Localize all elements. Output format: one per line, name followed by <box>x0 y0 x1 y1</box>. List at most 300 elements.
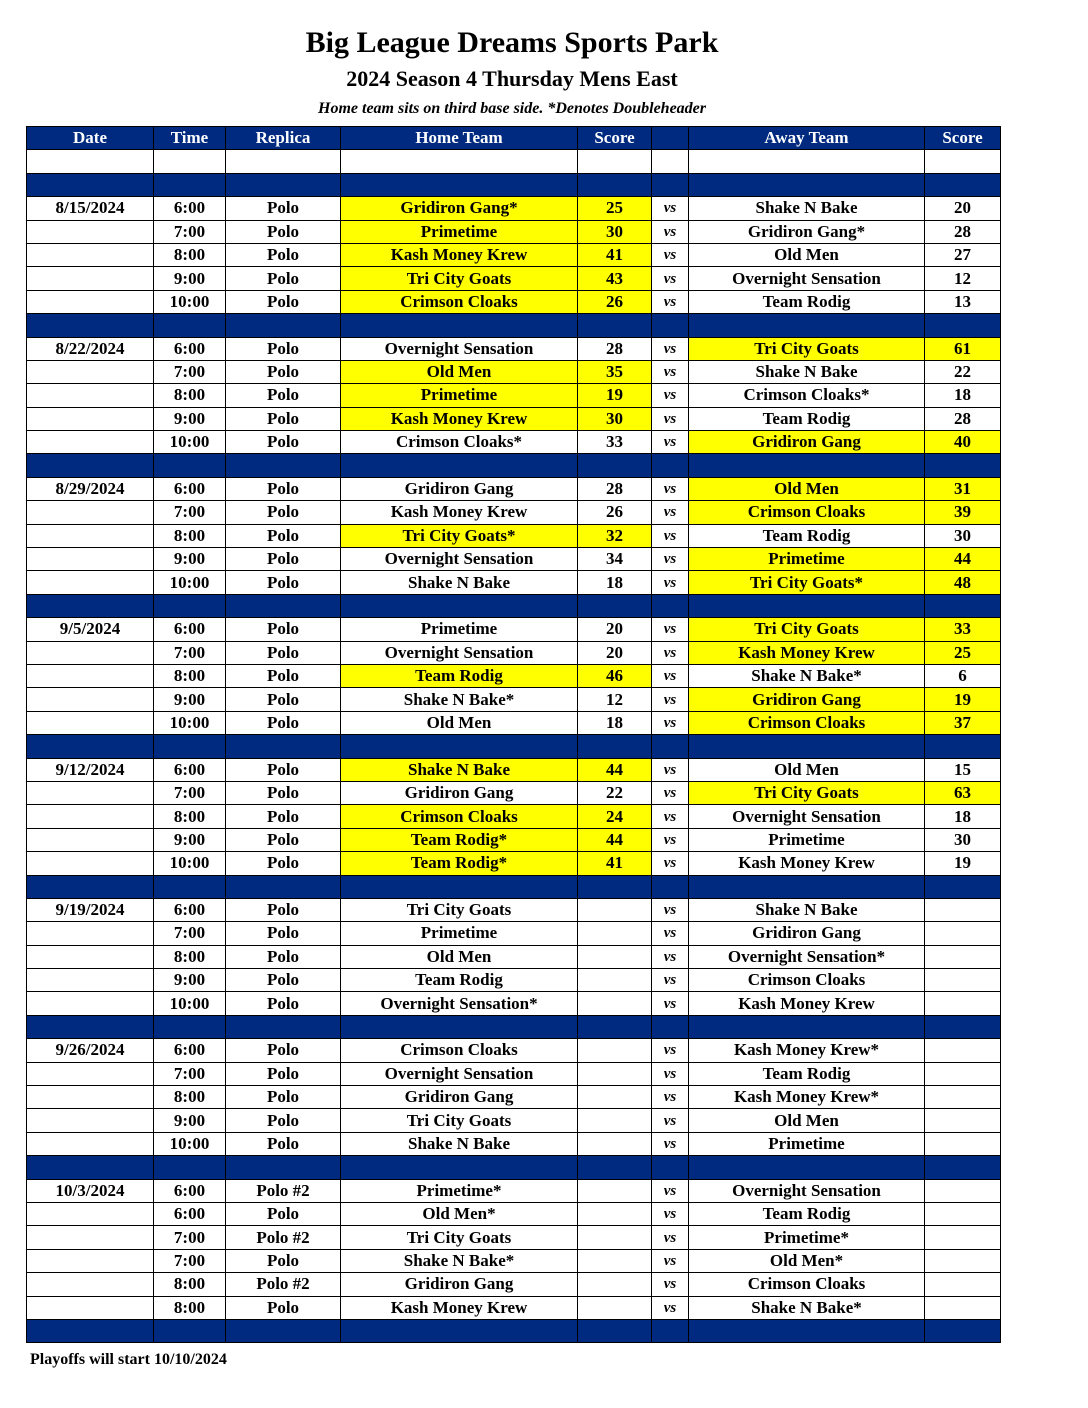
away-score-cell: 44 <box>925 548 1001 571</box>
game-row <box>27 945 1001 968</box>
separator-cell <box>689 454 925 477</box>
time-cell: 7:00 <box>154 360 226 383</box>
away-score-cell: 12 <box>925 267 1001 290</box>
time-cell: 7:00 <box>154 1226 226 1249</box>
separator-cell <box>154 454 226 477</box>
away-team-cell: Tri City Goats <box>689 618 925 641</box>
separator-cell <box>226 173 341 196</box>
replica-cell: Polo <box>226 571 341 594</box>
home-score-cell: 41 <box>578 852 652 875</box>
away-team-cell: Overnight Sensation <box>689 1179 925 1202</box>
separator-cell <box>226 735 341 758</box>
separator-cell <box>925 173 1001 196</box>
time-cell: 8:00 <box>154 524 226 547</box>
separator-cell <box>578 314 652 337</box>
separator-cell <box>578 454 652 477</box>
home-team-cell: Crimson Cloaks <box>341 805 578 828</box>
date-cell <box>27 1132 154 1155</box>
separator-cell <box>226 1015 341 1038</box>
game-row <box>27 501 1001 524</box>
time-cell: 7:00 <box>154 1249 226 1272</box>
vs-cell: vs <box>652 1086 689 1109</box>
game-row <box>27 805 1001 828</box>
away-team-cell: Primetime* <box>689 1226 925 1249</box>
separator-cell <box>341 594 578 617</box>
replica-cell: Polo <box>226 477 341 500</box>
replica-cell: Polo <box>226 243 341 266</box>
home-score-cell <box>578 992 652 1015</box>
time-cell: 6:00 <box>154 1202 226 1225</box>
away-team-cell: Primetime <box>689 828 925 851</box>
away-score-cell: 19 <box>925 852 1001 875</box>
separator-cell <box>925 875 1001 898</box>
date-cell <box>27 501 154 524</box>
away-score-cell: 61 <box>925 337 1001 360</box>
vs-cell: vs <box>652 969 689 992</box>
separator-cell <box>578 1015 652 1038</box>
separator-cell <box>341 735 578 758</box>
home-team-cell: Kash Money Krew <box>341 501 578 524</box>
vs-cell: vs <box>652 407 689 430</box>
separator-cell <box>578 173 652 196</box>
date-cell <box>27 781 154 804</box>
page-title: Big League Dreams Sports Park <box>305 26 719 59</box>
separator-cell <box>689 1319 925 1342</box>
game-row <box>27 641 1001 664</box>
date-cell: 9/12/2024 <box>27 758 154 781</box>
vs-cell: vs <box>652 758 689 781</box>
time-cell: 7:00 <box>154 641 226 664</box>
away-team-cell: Team Rodig <box>689 1062 925 1085</box>
home-score-cell: 28 <box>578 477 652 500</box>
separator-cell <box>226 314 341 337</box>
home-score-cell <box>578 1132 652 1155</box>
away-team-cell: Crimson Cloaks* <box>689 384 925 407</box>
date-cell: 10/3/2024 <box>27 1179 154 1202</box>
away-score-cell <box>925 969 1001 992</box>
separator-cell <box>578 1156 652 1179</box>
home-team-cell: Shake N Bake <box>341 571 578 594</box>
home-team-cell: Shake N Bake* <box>341 688 578 711</box>
date-cell <box>27 384 154 407</box>
home-team-cell: Primetime <box>341 618 578 641</box>
week-separator-row <box>27 735 1001 758</box>
away-team-cell: Shake N Bake* <box>689 664 925 687</box>
time-cell: 6:00 <box>154 618 226 641</box>
home-score-cell <box>578 1296 652 1319</box>
away-score-cell <box>925 898 1001 921</box>
home-score-cell <box>578 1109 652 1132</box>
away-score-cell: 18 <box>925 384 1001 407</box>
away-team-cell: Kash Money Krew* <box>689 1039 925 1062</box>
home-team-cell: Overnight Sensation <box>341 1062 578 1085</box>
replica-cell: Polo <box>226 781 341 804</box>
game-row <box>27 618 1001 641</box>
home-score-cell <box>578 1179 652 1202</box>
home-team-cell: Old Men <box>341 711 578 734</box>
home-score-cell: 44 <box>578 758 652 781</box>
home-team-cell: Team Rodig <box>341 664 578 687</box>
time-cell: 7:00 <box>154 501 226 524</box>
game-row <box>27 431 1001 454</box>
away-team-cell: Team Rodig <box>689 407 925 430</box>
separator-cell <box>689 735 925 758</box>
time-cell: 8:00 <box>154 1086 226 1109</box>
home-score-cell: 35 <box>578 360 652 383</box>
home-team-cell: Team Rodig* <box>341 852 578 875</box>
time-cell: 9:00 <box>154 688 226 711</box>
game-row <box>27 1226 1001 1249</box>
replica-cell: Polo <box>226 758 341 781</box>
game-row <box>27 384 1001 407</box>
replica-cell: Polo <box>226 267 341 290</box>
date-cell <box>27 1086 154 1109</box>
away-score-cell: 6 <box>925 664 1001 687</box>
game-row <box>27 1296 1001 1319</box>
away-score-cell <box>925 1039 1001 1062</box>
vs-cell: vs <box>652 1062 689 1085</box>
away-score-cell: 30 <box>925 828 1001 851</box>
date-cell <box>27 407 154 430</box>
vs-cell: vs <box>652 197 689 220</box>
home-team-cell: Gridiron Gang <box>341 1086 578 1109</box>
game-row <box>27 548 1001 571</box>
away-team-cell: Shake N Bake* <box>689 1296 925 1319</box>
separator-cell <box>27 1015 154 1038</box>
time-cell: 8:00 <box>154 1296 226 1319</box>
away-team-cell: Tri City Goats <box>689 781 925 804</box>
replica-cell: Polo <box>226 664 341 687</box>
separator-cell <box>578 594 652 617</box>
vs-cell: vs <box>652 1179 689 1202</box>
time-cell: 9:00 <box>154 407 226 430</box>
game-row <box>27 267 1001 290</box>
home-team-cell: Tri City Goats <box>341 898 578 921</box>
separator-cell <box>341 1319 578 1342</box>
home-score-cell <box>578 969 652 992</box>
away-team-cell: Old Men <box>689 758 925 781</box>
away-score-cell: 15 <box>925 758 1001 781</box>
time-cell: 7:00 <box>154 922 226 945</box>
home-team-cell: Shake N Bake <box>341 758 578 781</box>
playoffs-note: Playoffs will start 10/10/2024 <box>30 1351 227 1368</box>
home-team-cell: Gridiron Gang* <box>341 197 578 220</box>
time-cell: 8:00 <box>154 664 226 687</box>
vs-cell: vs <box>652 805 689 828</box>
vs-cell: vs <box>652 267 689 290</box>
date-cell <box>27 828 154 851</box>
away-score-cell <box>925 1226 1001 1249</box>
home-score-cell: 18 <box>578 571 652 594</box>
game-row <box>27 1086 1001 1109</box>
separator-cell <box>27 1319 154 1342</box>
separator-cell <box>341 454 578 477</box>
time-cell: 9:00 <box>154 548 226 571</box>
time-cell: 7:00 <box>154 220 226 243</box>
date-cell <box>27 969 154 992</box>
week-separator-row <box>27 314 1001 337</box>
replica-cell: Polo <box>226 898 341 921</box>
replica-cell: Polo <box>226 384 341 407</box>
away-team-cell: Kash Money Krew <box>689 641 925 664</box>
vs-cell: vs <box>652 664 689 687</box>
separator-cell <box>652 735 689 758</box>
home-score-cell: 25 <box>578 197 652 220</box>
separator-cell <box>578 1319 652 1342</box>
replica-cell: Polo <box>226 1132 341 1155</box>
time-cell: 6:00 <box>154 1039 226 1062</box>
time-cell: 6:00 <box>154 197 226 220</box>
time-cell: 8:00 <box>154 945 226 968</box>
time-cell: 9:00 <box>154 828 226 851</box>
home-score-cell: 19 <box>578 384 652 407</box>
time-cell: 9:00 <box>154 969 226 992</box>
replica-cell: Polo <box>226 1086 341 1109</box>
separator-cell <box>226 1319 341 1342</box>
separator-cell <box>154 875 226 898</box>
schedule-body <box>27 150 1001 1343</box>
home-score-cell: 34 <box>578 548 652 571</box>
home-team-cell: Tri City Goats <box>341 1109 578 1132</box>
home-score-cell <box>578 1249 652 1272</box>
home-team-cell: Tri City Goats <box>341 267 578 290</box>
date-cell <box>27 688 154 711</box>
separator-cell <box>689 875 925 898</box>
away-score-cell <box>925 1249 1001 1272</box>
time-cell: 9:00 <box>154 1109 226 1132</box>
home-score-cell <box>578 1202 652 1225</box>
separator-cell <box>27 173 154 196</box>
blank-cell <box>226 150 341 173</box>
time-cell: 8:00 <box>154 1273 226 1296</box>
away-score-cell: 28 <box>925 220 1001 243</box>
separator-cell <box>27 1156 154 1179</box>
replica-cell: Polo <box>226 501 341 524</box>
home-score-cell: 41 <box>578 243 652 266</box>
separator-cell <box>652 1319 689 1342</box>
away-team-cell: Tri City Goats* <box>689 571 925 594</box>
date-cell: 8/29/2024 <box>27 477 154 500</box>
separator-cell <box>689 1015 925 1038</box>
week-separator-row <box>27 454 1001 477</box>
vs-cell: vs <box>652 1249 689 1272</box>
game-row <box>27 1039 1001 1062</box>
date-cell <box>27 431 154 454</box>
vs-cell: vs <box>652 688 689 711</box>
away-score-cell: 13 <box>925 290 1001 313</box>
replica-cell: Polo <box>226 1249 341 1272</box>
vs-cell: vs <box>652 524 689 547</box>
date-cell <box>27 220 154 243</box>
home-team-cell: Tri City Goats <box>341 1226 578 1249</box>
away-team-cell: Gridiron Gang <box>689 922 925 945</box>
date-cell <box>27 805 154 828</box>
vs-cell: vs <box>652 360 689 383</box>
col-header-home-team: Home Team <box>341 127 578 150</box>
separator-cell <box>689 314 925 337</box>
week-separator-row <box>27 594 1001 617</box>
date-cell <box>27 1296 154 1319</box>
home-team-cell: Primetime <box>341 220 578 243</box>
week-separator-row <box>27 1015 1001 1038</box>
replica-cell: Polo <box>226 337 341 360</box>
away-score-cell: 25 <box>925 641 1001 664</box>
separator-cell <box>154 735 226 758</box>
home-score-cell <box>578 1273 652 1296</box>
separator-cell <box>27 454 154 477</box>
vs-cell: vs <box>652 337 689 360</box>
vs-cell: vs <box>652 781 689 804</box>
time-cell: 6:00 <box>154 758 226 781</box>
game-row <box>27 711 1001 734</box>
home-score-cell: 28 <box>578 337 652 360</box>
game-row <box>27 407 1001 430</box>
home-score-cell: 24 <box>578 805 652 828</box>
vs-cell: vs <box>652 384 689 407</box>
separator-cell <box>154 1015 226 1038</box>
week-separator-row <box>27 173 1001 196</box>
separator-cell <box>27 735 154 758</box>
replica-cell: Polo <box>226 524 341 547</box>
away-team-cell: Crimson Cloaks <box>689 1273 925 1296</box>
vs-cell: vs <box>652 1039 689 1062</box>
separator-cell <box>341 173 578 196</box>
game-row <box>27 688 1001 711</box>
away-score-cell: 48 <box>925 571 1001 594</box>
home-score-cell <box>578 945 652 968</box>
game-row <box>27 477 1001 500</box>
game-row <box>27 197 1001 220</box>
away-score-cell: 18 <box>925 805 1001 828</box>
home-team-cell: Old Men <box>341 945 578 968</box>
away-score-cell <box>925 1062 1001 1085</box>
separator-cell <box>652 173 689 196</box>
home-score-cell <box>578 898 652 921</box>
col-header-home-score: Score <box>578 127 652 150</box>
home-team-cell: Kash Money Krew <box>341 407 578 430</box>
blank-row <box>27 150 1001 173</box>
home-score-cell: 26 <box>578 290 652 313</box>
separator-cell <box>154 594 226 617</box>
date-cell <box>27 1062 154 1085</box>
game-row <box>27 1249 1001 1272</box>
replica-cell: Polo #2 <box>226 1226 341 1249</box>
home-score-cell: 18 <box>578 711 652 734</box>
replica-cell: Polo <box>226 290 341 313</box>
replica-cell: Polo <box>226 618 341 641</box>
home-team-cell: Primetime* <box>341 1179 578 1202</box>
home-team-cell: Primetime <box>341 384 578 407</box>
home-score-cell: 46 <box>578 664 652 687</box>
date-cell: 8/15/2024 <box>27 197 154 220</box>
home-team-cell: Kash Money Krew <box>341 1296 578 1319</box>
separator-cell <box>27 594 154 617</box>
away-score-cell <box>925 1296 1001 1319</box>
blank-cell <box>154 150 226 173</box>
away-team-cell: Shake N Bake <box>689 197 925 220</box>
replica-cell: Polo <box>226 548 341 571</box>
away-score-cell: 33 <box>925 618 1001 641</box>
game-row <box>27 969 1001 992</box>
away-team-cell: Overnight Sensation <box>689 267 925 290</box>
time-cell: 10:00 <box>154 992 226 1015</box>
separator-cell <box>226 594 341 617</box>
away-team-cell: Crimson Cloaks <box>689 501 925 524</box>
time-cell: 7:00 <box>154 1062 226 1085</box>
away-team-cell: Overnight Sensation <box>689 805 925 828</box>
replica-cell: Polo <box>226 711 341 734</box>
replica-cell: Polo <box>226 805 341 828</box>
home-team-cell: Old Men <box>341 360 578 383</box>
separator-cell <box>925 594 1001 617</box>
separator-cell <box>341 1156 578 1179</box>
away-score-cell <box>925 1109 1001 1132</box>
away-team-cell: Crimson Cloaks <box>689 711 925 734</box>
blank-cell <box>27 150 154 173</box>
date-cell <box>27 922 154 945</box>
vs-cell: vs <box>652 548 689 571</box>
blank-cell <box>341 150 578 173</box>
separator-cell <box>925 1015 1001 1038</box>
away-score-cell <box>925 1273 1001 1296</box>
time-cell: 10:00 <box>154 431 226 454</box>
separator-cell <box>341 1015 578 1038</box>
home-score-cell: 30 <box>578 220 652 243</box>
replica-cell: Polo <box>226 1109 341 1132</box>
vs-cell: vs <box>652 290 689 313</box>
home-team-cell: Overnight Sensation* <box>341 992 578 1015</box>
time-cell: 6:00 <box>154 1179 226 1202</box>
game-row <box>27 360 1001 383</box>
separator-cell <box>925 1319 1001 1342</box>
separator-cell <box>27 875 154 898</box>
replica-cell: Polo <box>226 828 341 851</box>
replica-cell: Polo <box>226 360 341 383</box>
away-team-cell: Crimson Cloaks <box>689 969 925 992</box>
away-team-cell: Old Men <box>689 477 925 500</box>
home-team-cell: Old Men* <box>341 1202 578 1225</box>
replica-cell: Polo <box>226 852 341 875</box>
home-team-cell: Tri City Goats* <box>341 524 578 547</box>
home-score-cell <box>578 1039 652 1062</box>
separator-cell <box>154 173 226 196</box>
separator-cell <box>652 594 689 617</box>
home-team-cell: Team Rodig* <box>341 828 578 851</box>
away-score-cell <box>925 1132 1001 1155</box>
game-row <box>27 852 1001 875</box>
col-header-vs <box>652 127 689 150</box>
date-cell <box>27 945 154 968</box>
date-cell <box>27 243 154 266</box>
away-score-cell: 39 <box>925 501 1001 524</box>
away-team-cell: Gridiron Gang* <box>689 220 925 243</box>
col-header-date: Date <box>27 127 154 150</box>
replica-cell: Polo <box>226 922 341 945</box>
away-team-cell: Team Rodig <box>689 1202 925 1225</box>
date-cell <box>27 267 154 290</box>
away-score-cell: 27 <box>925 243 1001 266</box>
replica-cell: Polo <box>226 220 341 243</box>
separator-cell <box>652 454 689 477</box>
game-row <box>27 1179 1001 1202</box>
away-team-cell: Shake N Bake <box>689 898 925 921</box>
vs-cell: vs <box>652 1202 689 1225</box>
game-row <box>27 828 1001 851</box>
away-score-cell: 31 <box>925 477 1001 500</box>
away-team-cell: Shake N Bake <box>689 360 925 383</box>
page-note: Home team sits on third base side. *Denotes Doubleheader <box>318 100 706 117</box>
away-score-cell <box>925 945 1001 968</box>
